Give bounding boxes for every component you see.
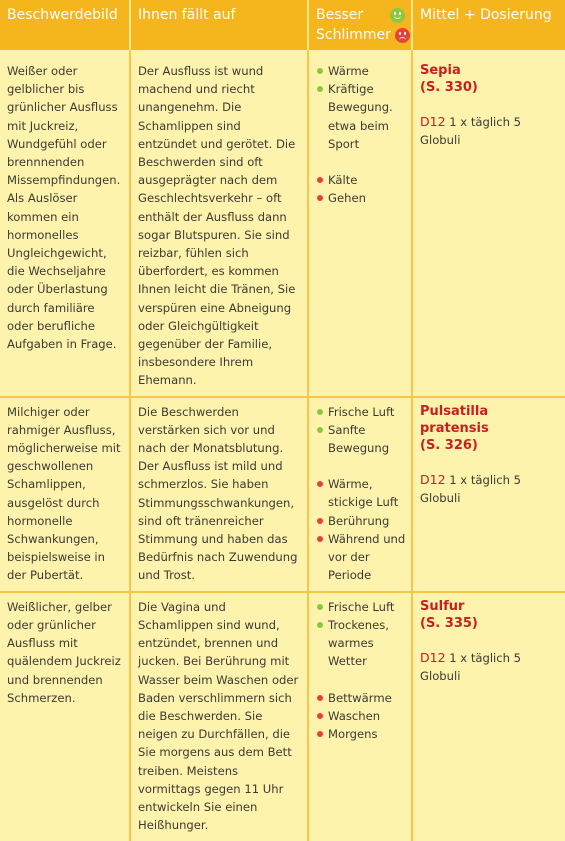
worse-list [316, 171, 406, 207]
worse-item: Wärme, stickige Luft [316, 475, 406, 511]
worse-item: Morgens [316, 725, 406, 743]
header-remedy-dosage: Mittel + Dosierung [412, 0, 565, 50]
better-item: Trockenes, warmes Wetter [316, 616, 406, 671]
complaint-cell: Milchiger oder rahmiger Ausfluss, möglicherweise mit geschwollenen Schamlippen, ausgelöst durch hormonelle Schwankungen, beispielsweise in der Pubertät. [0, 397, 130, 592]
remedy-cell [412, 50, 565, 397]
modalities-cell [308, 397, 412, 592]
notice-cell: Die Vagina und Schamlippen sind wund, entzündet, brennen und jucken. Bei Berührung mit Wasser beim Waschen oder Baden verschlimmern sich die Beschwerden. Sie neigen zu Durchfällen, die Sie morgens aus dem Bett treiben. Meistens vormittags gegen 11 Uhr entwickeln Sie einen Heißhunger. [130, 592, 308, 841]
worse-item: Kälte [316, 171, 406, 189]
worse-list [316, 689, 406, 744]
better-item: Frische Luft [316, 403, 406, 421]
potency: D12 [420, 649, 446, 665]
header-complaint: Beschwerdebild [0, 0, 130, 50]
dosage [420, 113, 560, 149]
complaint-cell: Weißer oder gelblicher bis grünlicher Ausfluss mit Juckreiz, Wundgefühl oder brennnenden Missempfindungen. Als Auslöser kommen ein hormonelles Ungleichgewicht, die Wechseljahre oder Überlastung durch familiäre oder berufliche Aufgaben in Frage. [0, 50, 130, 397]
potency: D12 [420, 471, 446, 487]
dose-text: 1 x täglich 5 Globuli [420, 472, 522, 505]
better-item: Sanfte Bewegung [316, 421, 406, 457]
remedy-name: Sulfur [420, 598, 465, 614]
better-item: Frische Luft [316, 598, 406, 616]
remedy-page-ref: (S. 330) [420, 80, 478, 95]
header-better: Besser [316, 7, 364, 23]
worse-item: Waschen [316, 707, 406, 725]
remedy-cell [412, 592, 565, 841]
dose-text: 1 x täglich 5 Globuli [420, 115, 522, 148]
dose-text: 1 x täglich 5 Globuli [420, 650, 522, 683]
dosage [420, 471, 560, 507]
worse-item: Gehen [316, 189, 406, 207]
smiley-green-icon [390, 8, 405, 23]
table-row [0, 397, 565, 592]
better-item: Wärme [316, 62, 406, 80]
header-notice: Ihnen fällt auf [130, 0, 308, 50]
header-better-worse [308, 0, 412, 50]
worse-item: Bettwärme [316, 689, 406, 707]
frown-red-icon [395, 28, 410, 43]
remedy-page-ref: (S. 326) [420, 437, 478, 453]
remedy-page-ref: (S. 335) [420, 615, 478, 631]
better-item: Kräftige Bewegung. etwa beim Sport [316, 80, 406, 153]
notice-cell: Der Ausfluss ist wund machend und riecht unangenehm. Die Schamlippen sind entzündet und gerötet. Die Beschwerden sind oft ausgeprägter nach dem Geschlechtsverkehr – oft enthält der Ausfluss dann sogar Blutspuren. Sie sind reizbar, fühlen sich überfordert, es kommen Ihnen leicht die Tränen, Sie verspüren eine Abneigung oder Gleichgültigkeit gegenüber der Familie, insbesondere Ihrem Ehemann. [130, 50, 308, 397]
table-row [0, 50, 565, 397]
notice-cell: Die Beschwerden verstärken sich vor und nach der Monatsblutung. Der Ausfluss ist mild und schmerzlos. Sie haben Stimmungsschwankungen, sind oft tränenreicher Stimmung und haben das Bedürfnis nach Zuwendung und Trost. [130, 397, 308, 592]
better-list [316, 598, 406, 671]
dosage [420, 649, 560, 685]
worse-item: Während und vor der Periode [316, 530, 406, 585]
remedy-name: Sepia [420, 63, 461, 78]
better-list [316, 62, 406, 153]
worse-item: Berührung [316, 512, 406, 530]
header-worse: Schlimmer [316, 27, 391, 43]
potency: D12 [420, 114, 446, 129]
modalities-cell [308, 50, 412, 397]
worse-list [316, 475, 406, 584]
table-header-row [0, 0, 565, 50]
remedy-name: Pulsatilla pratensis [420, 403, 489, 436]
complaint-cell: Weißlicher, gelber oder grünlicher Ausfluss mit quälendem Juckreiz und brennenden Schmerzen. [0, 592, 130, 841]
better-list [316, 403, 406, 458]
modalities-cell [308, 592, 412, 841]
remedy-cell [412, 397, 565, 592]
table-row [0, 592, 565, 841]
